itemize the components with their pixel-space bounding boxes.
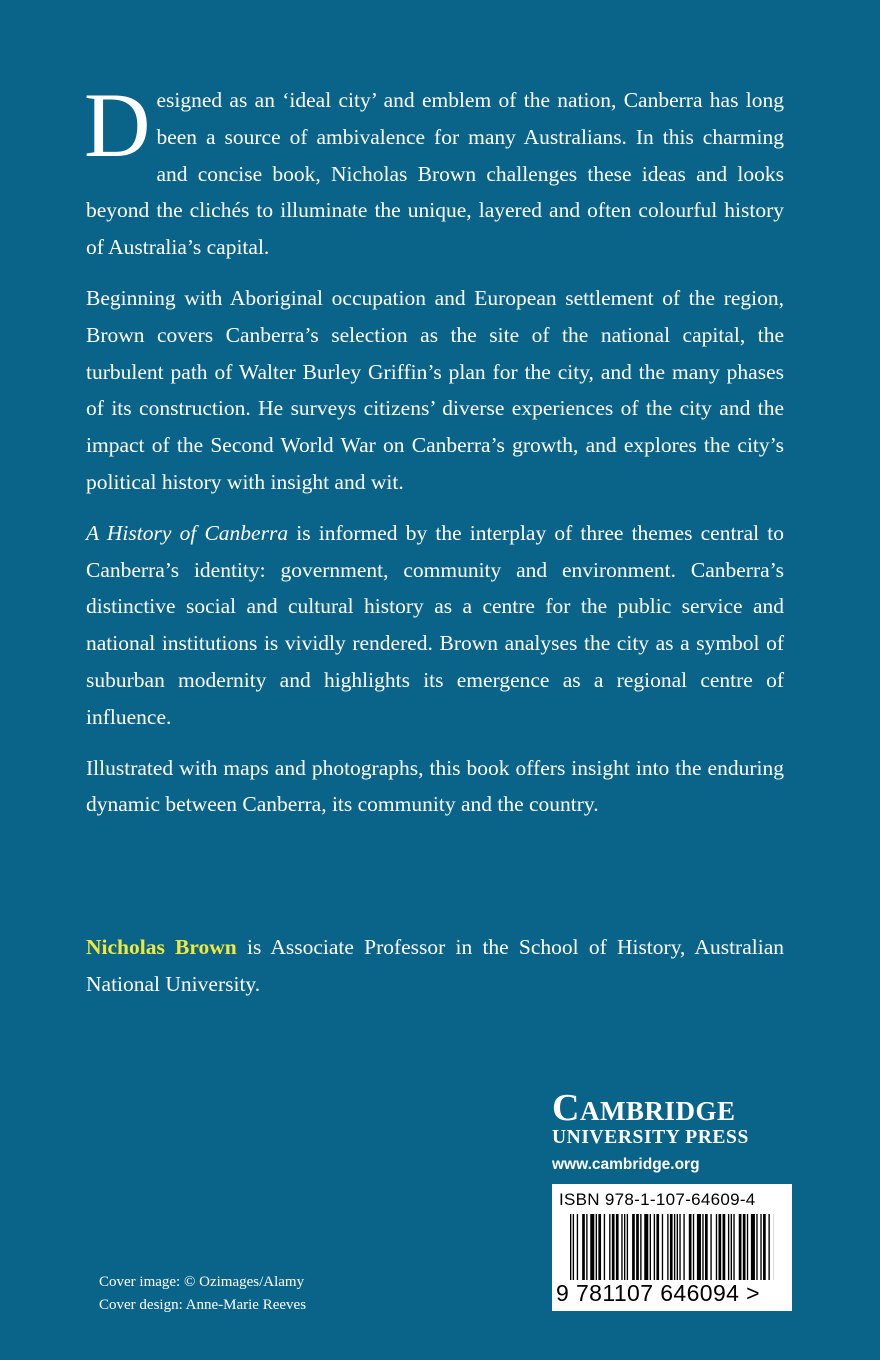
barcode-bar — [662, 1214, 663, 1280]
barcode-bar — [667, 1214, 668, 1280]
barcode-bar — [616, 1214, 619, 1280]
publisher-url: www.cambridge.org — [552, 1156, 700, 1173]
blurb-paragraph-2: Beginning with Aboriginal occupation and European settlement of the region, Brown covers Canberra’s selection as the site of the national capital, the turbulent path of Walter Burley Griffin’s plan for the city, and the many phases of its construction. He surveys citizens’ diverse experiences of the city and the impact of the Second World War on Canberra’s growth, and explores the city’s political history with insight and wit. — [86, 285, 784, 494]
author-bio — [86, 929, 784, 1003]
barcode-bar — [697, 1214, 701, 1280]
isbn-barcode — [552, 1184, 792, 1311]
barcode-bar — [604, 1214, 605, 1280]
barcode-bar — [644, 1214, 648, 1280]
barcode-bar — [719, 1214, 722, 1280]
blurb-paragraph-4: Illustrated with maps and photographs, this book offers insight into the enduring dynamic between Canberra, its community and the country. — [86, 755, 784, 817]
barcode-bar — [739, 1214, 742, 1280]
barcode-bar — [656, 1214, 659, 1280]
barcode-bar — [743, 1214, 746, 1280]
barcode-bar — [596, 1214, 597, 1280]
isbn-label: ISBN 978-1-107-64609-4 — [559, 1190, 756, 1209]
barcode-bars — [570, 1214, 774, 1280]
barcode-bar — [636, 1214, 639, 1280]
cover-design-credit: Cover design: Anne-Marie Reeves — [99, 1297, 307, 1313]
barcode-bar — [693, 1214, 694, 1280]
barcode-bar — [650, 1214, 651, 1280]
barcode-bar — [756, 1214, 757, 1280]
barcode-bar — [679, 1214, 680, 1280]
author-bio-text — [86, 929, 784, 1003]
publisher-logo — [552, 1087, 792, 1174]
cover-credits — [99, 1271, 306, 1317]
barcode-bar — [609, 1214, 610, 1280]
barcode-bar — [582, 1214, 585, 1280]
author-bio-description: is Associate Professor in the School of History, Australian National University. — [86, 935, 784, 996]
barcode-bar — [598, 1214, 601, 1280]
blurb-paragraph-3-text: is informed by the interplay of three themes central to Canberra’s identity: government, community and environment. Canberra’s distinctive social and cultural history as a centre for the public service and national institutions is vividly rendered. Brown analyses the city as a symbol of suburban modernity and highlights its emergence as a regional centre of influence. — [86, 520, 784, 729]
barcode-bar — [683, 1214, 684, 1280]
barcode-bar — [760, 1214, 761, 1280]
barcode-bar — [577, 1214, 578, 1280]
blurb-paragraph-1 — [84, 74, 784, 266]
barcode-bar — [570, 1214, 571, 1280]
barcode-bar — [733, 1214, 734, 1280]
barcode-bar — [763, 1214, 766, 1280]
barcode-bar — [627, 1214, 628, 1280]
barcode-bar — [705, 1214, 708, 1280]
barcode-bar — [689, 1214, 692, 1280]
blurb-paragraph-1-text: esigned as an ‘ideal city’ and emblem of the nation, Canberra has long been a source of ambivalence for many Australians. In this charming and concise book, Nicholas Brown challenges these ideas and looks beyond the clichés to illuminate the unique, layered and often colourful history of Australia’s capital. — [86, 88, 784, 260]
barcode-bar — [621, 1214, 622, 1280]
publisher-subtitle: UNIVERSITY PRESS — [552, 1127, 749, 1148]
barcode-bar — [590, 1214, 594, 1280]
barcode-bar — [747, 1214, 748, 1280]
barcode-bar — [670, 1214, 673, 1280]
barcode-bar — [624, 1214, 625, 1280]
barcode-bar — [716, 1214, 717, 1280]
cover-image-credit: Cover image: © Ozimages/Alamy — [99, 1274, 305, 1290]
barcode-bar — [573, 1214, 574, 1280]
blurb-paragraph-3 — [86, 515, 784, 736]
barcode-bar — [768, 1214, 769, 1280]
drop-cap: D — [84, 74, 151, 176]
barcode-bar — [674, 1214, 675, 1280]
barcode-bar — [640, 1214, 641, 1280]
barcode-bar — [654, 1214, 655, 1280]
barcode-bar — [731, 1214, 732, 1280]
barcode-bar — [723, 1214, 726, 1280]
barcode-bar — [710, 1214, 711, 1280]
barcode-bar — [677, 1214, 678, 1280]
author-name: Nicholas Brown — [86, 935, 237, 959]
publisher-name: Cambridge — [552, 1087, 736, 1129]
blurb — [84, 74, 784, 837]
barcode-bar — [702, 1214, 703, 1280]
book-title: A History of Canberra — [86, 520, 289, 545]
barcode-bar — [728, 1214, 729, 1280]
barcode-bar — [632, 1214, 635, 1280]
barcode-bar — [586, 1214, 587, 1280]
barcode-bar — [751, 1214, 755, 1280]
barcode-digits: 9 781107 646094 > — [556, 1280, 760, 1306]
barcode-bar — [612, 1214, 615, 1280]
